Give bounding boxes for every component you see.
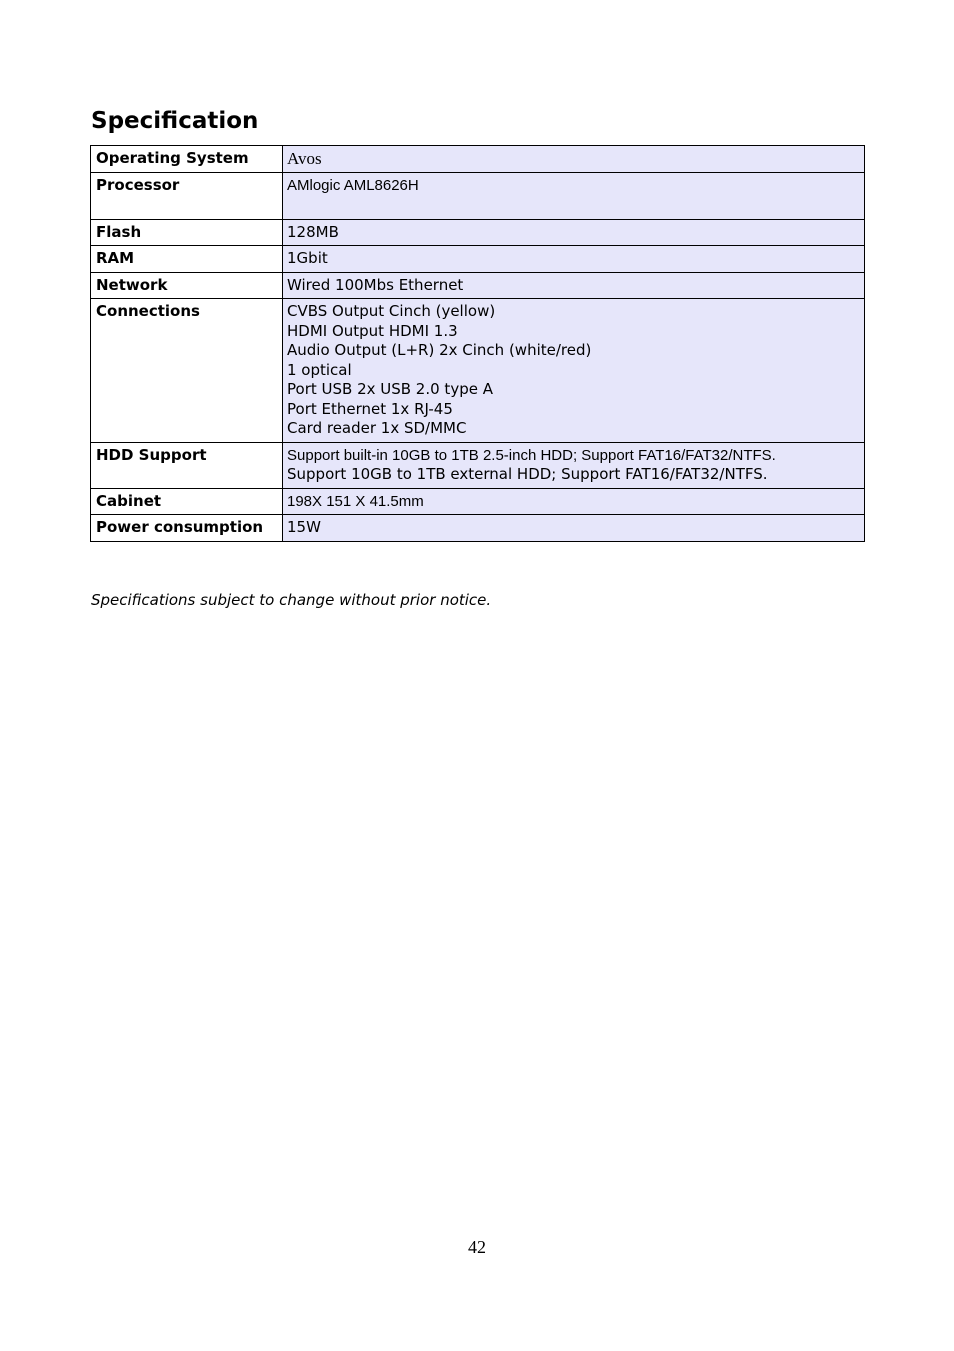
spec-label: Cabinet (91, 488, 283, 515)
spec-label: Power consumption (91, 515, 283, 542)
spec-value-line: 198X 151 X 41.5mm (287, 492, 424, 510)
spec-value (283, 272, 865, 299)
spec-table (90, 145, 865, 542)
spec-value-line: HDMI Output HDMI 1.3 (287, 321, 458, 340)
table-row (91, 488, 865, 515)
spec-value-line: Card reader 1x SD/MMC (287, 419, 467, 437)
spec-value-line: Avos (287, 149, 322, 168)
spec-value-line: Port Ethernet 1x RJ-45 (287, 399, 453, 418)
disclaimer-notice: Specifications subject to change without prior notice. (91, 591, 492, 609)
spec-value-line: 15W (287, 518, 321, 536)
spec-label: Processor (91, 172, 283, 219)
spec-value-line: Audio Output (L+R) 2x Cinch (white/red) (287, 341, 592, 359)
spec-label: Flash (91, 219, 283, 246)
spec-value-line: 1 optical (287, 360, 352, 379)
page-title: Specification (91, 108, 259, 134)
spec-value (283, 246, 865, 273)
spec-value (283, 442, 865, 488)
table-row (91, 299, 865, 443)
spec-value-line: Wired 100Mbs Ethernet (287, 275, 464, 294)
spec-value (283, 488, 865, 515)
table-row (91, 246, 865, 273)
spec-value-line: 1Gbit (287, 249, 328, 267)
spec-value-line: Port USB 2x USB 2.0 type A (287, 380, 493, 398)
spec-label: Operating System (91, 146, 283, 173)
spec-value-line: Support 10GB to 1TB external HDD; Support FAT16/FAT32/NTFS. (287, 465, 768, 483)
spec-label: Connections (91, 299, 283, 443)
table-row (91, 442, 865, 488)
spec-value (283, 299, 865, 443)
spec-label: Network (91, 272, 283, 299)
spec-label: RAM (91, 246, 283, 273)
spec-value-line: Support built-in 10GB to 1TB 2.5-inch HDD; Support FAT16/FAT32/NTFS. (287, 446, 776, 464)
spec-value (283, 219, 865, 246)
spec-value (283, 172, 865, 219)
table-row (91, 272, 865, 299)
spec-label: HDD Support (91, 442, 283, 488)
spec-value (283, 515, 865, 542)
spec-value-line: AMlogic AML8626H (287, 176, 419, 194)
table-row (91, 515, 865, 542)
table-row (91, 219, 865, 246)
spec-value-line: CVBS Output Cinch (yellow) (287, 302, 496, 320)
table-row (91, 146, 865, 173)
spec-value-line: 128MB (287, 222, 339, 241)
spec-value (283, 146, 865, 173)
page-number: 42 (468, 1237, 486, 1257)
table-row (91, 172, 865, 219)
